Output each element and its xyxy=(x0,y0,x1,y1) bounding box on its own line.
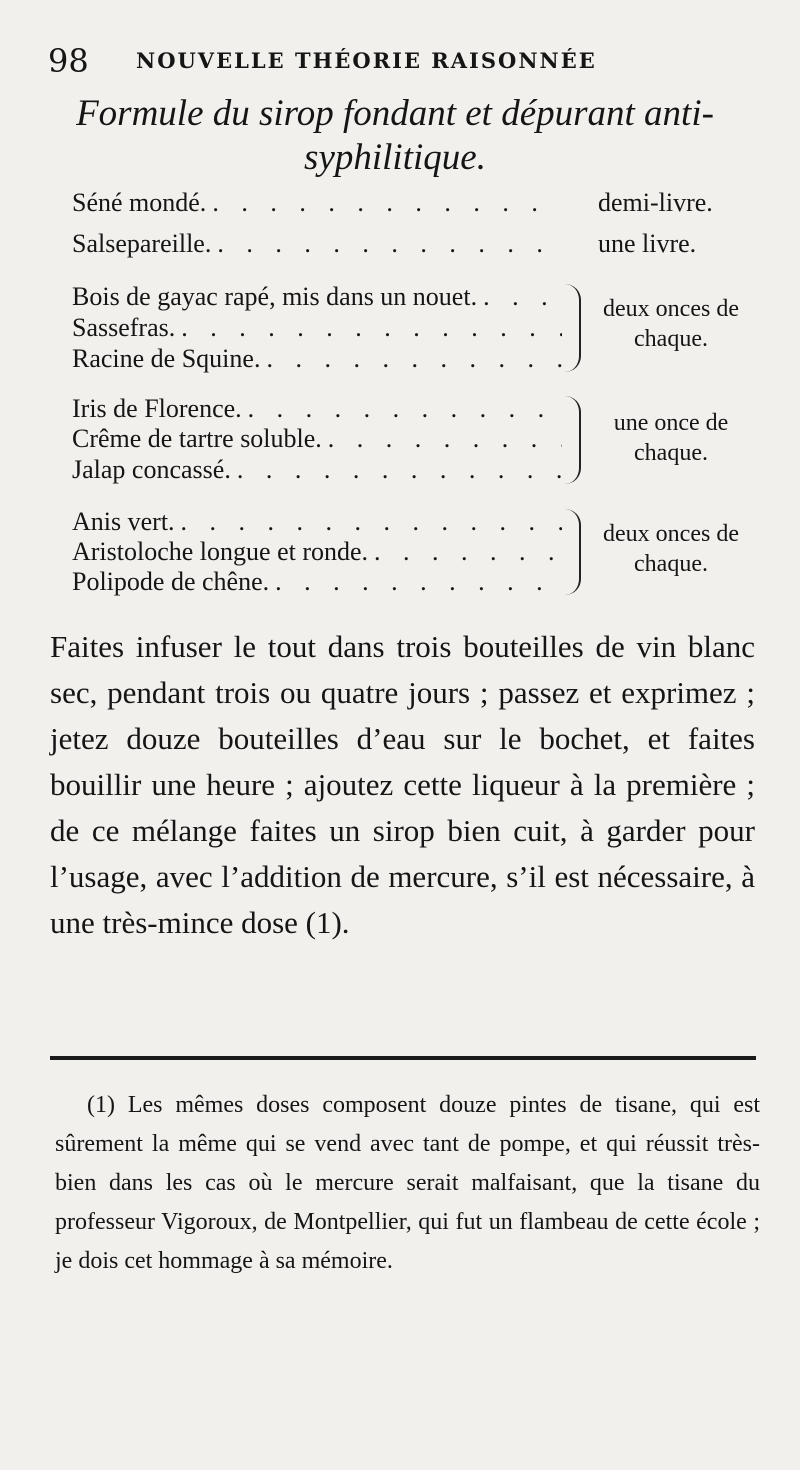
leader-dots xyxy=(181,507,562,537)
page-header xyxy=(48,42,758,82)
ingredient-line xyxy=(72,394,562,424)
ingredient-line xyxy=(72,567,562,597)
ingredient-line xyxy=(72,229,562,259)
ingredient-name: Iris de Florence. xyxy=(72,394,242,423)
leader-dots xyxy=(374,537,562,567)
page-number: 98 xyxy=(48,42,89,80)
leader-dots xyxy=(266,344,562,374)
ingredient-line xyxy=(72,282,562,312)
leader-dots xyxy=(181,313,562,343)
group-amount: deux onces de chaque. xyxy=(603,521,739,577)
ingredient-line xyxy=(72,537,562,567)
footnote-rule xyxy=(50,1056,756,1060)
body-paragraph: Faites infuser le tout dans trois bouteilles de vin blanc sec, pendant trois ou quatre jours ; passez et exprimez ; jetez douze bouteilles d’eau sur le bochet, et faites bouillir une heure ; ajoutez cette liqueur à la première ; de ce mélange faites un sirop bien cuit, à garder pour l’usage, avec l’addition de mercure, s’il est nécessaire, à une très-mince dose (1). xyxy=(50,629,755,940)
ingredient-amount: une livre. xyxy=(598,229,697,258)
ingredient-name: Séné mondé. xyxy=(72,188,207,217)
ingredient-name: Sassefras. xyxy=(72,313,176,342)
running-title: NOUVELLE THÉORIE RAISONNÉE xyxy=(136,48,597,73)
footnote: (1) Les mêmes doses composent douze pintes de tisane, qui est sûrement la même qui se vend avec tant de pompe, et qui réussit très-bien dans les cas où le mercure serait malfaisant, que la tisane du professeur Vigoroux, de Montpellier, qui fut un flambeau de cette école ; je dois cet hommage à sa mémoire. xyxy=(55,1092,760,1274)
leader-dots xyxy=(248,394,562,424)
leader-dots xyxy=(328,424,562,454)
ingredient-line xyxy=(72,188,562,218)
ingredient-line xyxy=(72,313,562,343)
ingredient-name: Jalap concassé. xyxy=(72,455,231,484)
leader-dots xyxy=(237,455,562,485)
formula-title: Formule du sirop fondant et dépurant anti-syphilitique. xyxy=(76,93,714,178)
group-brace xyxy=(563,509,581,595)
ingredient-name: Racine de Squine. xyxy=(72,344,261,373)
leader-dots xyxy=(483,282,562,312)
ingredient-name: Aristoloche longue et ronde. xyxy=(72,537,369,566)
ingredient-line xyxy=(72,507,562,537)
leader-dots xyxy=(217,229,562,259)
group-amount: une once de chaque. xyxy=(613,410,729,466)
leader-dots xyxy=(275,567,562,597)
ingredient-name: Salsepareille. xyxy=(72,229,212,258)
ingredient-amount: demi-livre. xyxy=(598,188,713,217)
ingredient-name: Polipode de chêne. xyxy=(72,567,270,596)
ingredient-line xyxy=(72,344,562,374)
ingredient-line xyxy=(72,424,562,454)
group-brace xyxy=(563,284,581,372)
leader-dots xyxy=(212,188,562,218)
group-brace xyxy=(563,396,581,484)
group-amount: deux onces de chaque. xyxy=(603,296,739,352)
ingredient-name: Anis vert. xyxy=(72,507,175,536)
ingredient-name: Bois de gayac rapé, mis dans un nouet. xyxy=(72,282,478,311)
ingredient-line xyxy=(72,455,562,485)
ingredient-name: Crême de tartre soluble. xyxy=(72,424,322,453)
